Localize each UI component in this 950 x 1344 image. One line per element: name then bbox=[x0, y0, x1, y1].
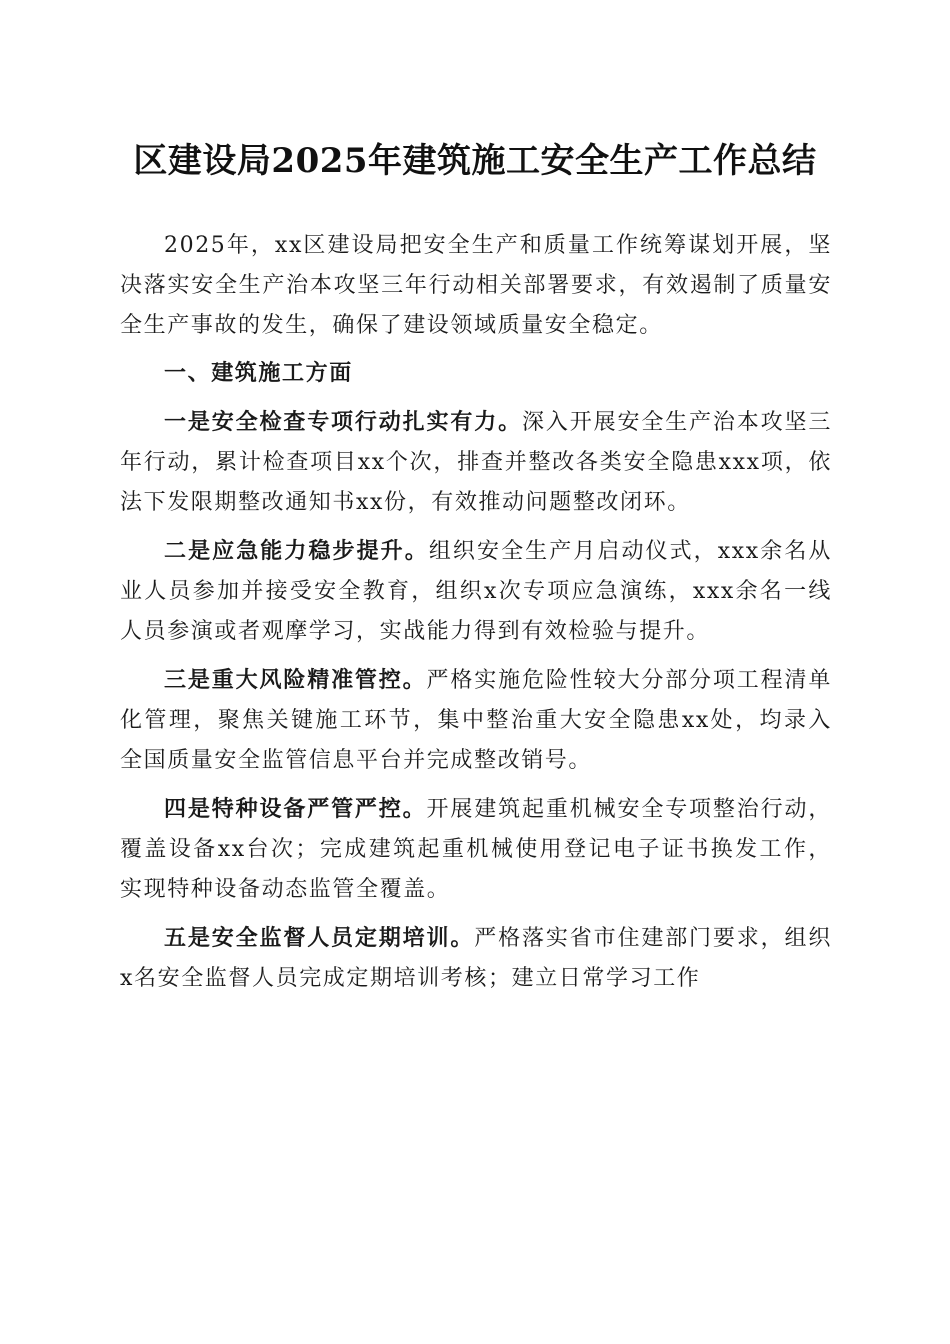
item-paragraph-1 bbox=[120, 402, 832, 523]
item-text: 开展建筑起重机械安全专项整治行动，覆盖设备xx台次；完成建筑起重机械使用登记电子证书换发工作，实现特种设备动态监管全覆盖。 bbox=[120, 797, 832, 902]
item-lead: 三是重大风险精准管控。 bbox=[164, 667, 427, 693]
document-title: 区建设局2025年建筑施工安全生产工作总结 bbox=[133, 141, 817, 181]
item-text: 严格实施危险性较大分部分项工程清单化管理，聚焦关键施工环节，集中整治重大安全隐患xx处，均录入全国质量安全监管信息平台并完成整改销号。 bbox=[120, 668, 832, 773]
item-paragraph-3 bbox=[120, 660, 832, 781]
item-text: 严格落实省市住建部门要求，组织x名安全监督人员完成定期培训考核；建立日常学习工作 bbox=[120, 926, 832, 991]
item-text: 深入开展安全生产治本攻坚三年行动，累计检查项目xx个次，排查并整改各类安全隐患xxx项，依法下发限期整改通知书xx份，有效推动问题整改闭环。 bbox=[120, 410, 832, 515]
item-paragraph-4 bbox=[120, 789, 832, 910]
document-body bbox=[120, 226, 832, 1007]
item-text: 组织安全生产月启动仪式，xxx余名从业人员参加并接受安全教育，组织x次专项应急演练，xxx余名一线人员参演或者观摩学习，实战能力得到有效检验与提升。 bbox=[120, 539, 832, 644]
item-lead: 四是特种设备严管严控。 bbox=[164, 796, 427, 822]
item-lead: 一是安全检查专项行动扎实有力。 bbox=[164, 409, 522, 435]
item-lead: 五是安全监督人员定期培训。 bbox=[164, 925, 475, 951]
item-lead: 二是应急能力稳步提升。 bbox=[164, 538, 429, 564]
item-paragraph-2 bbox=[120, 531, 832, 652]
intro-paragraph: 2025年，xx区建设局把安全生产和质量工作统筹谋划开展，坚决落实安全生产治本攻坚三年行动相关部署要求，有效遏制了质量安全生产事故的发生，确保了建设领域质量安全稳定。 bbox=[120, 233, 832, 338]
item-paragraph-5 bbox=[120, 918, 832, 999]
section-heading: 一、建筑施工方面 bbox=[164, 361, 353, 386]
